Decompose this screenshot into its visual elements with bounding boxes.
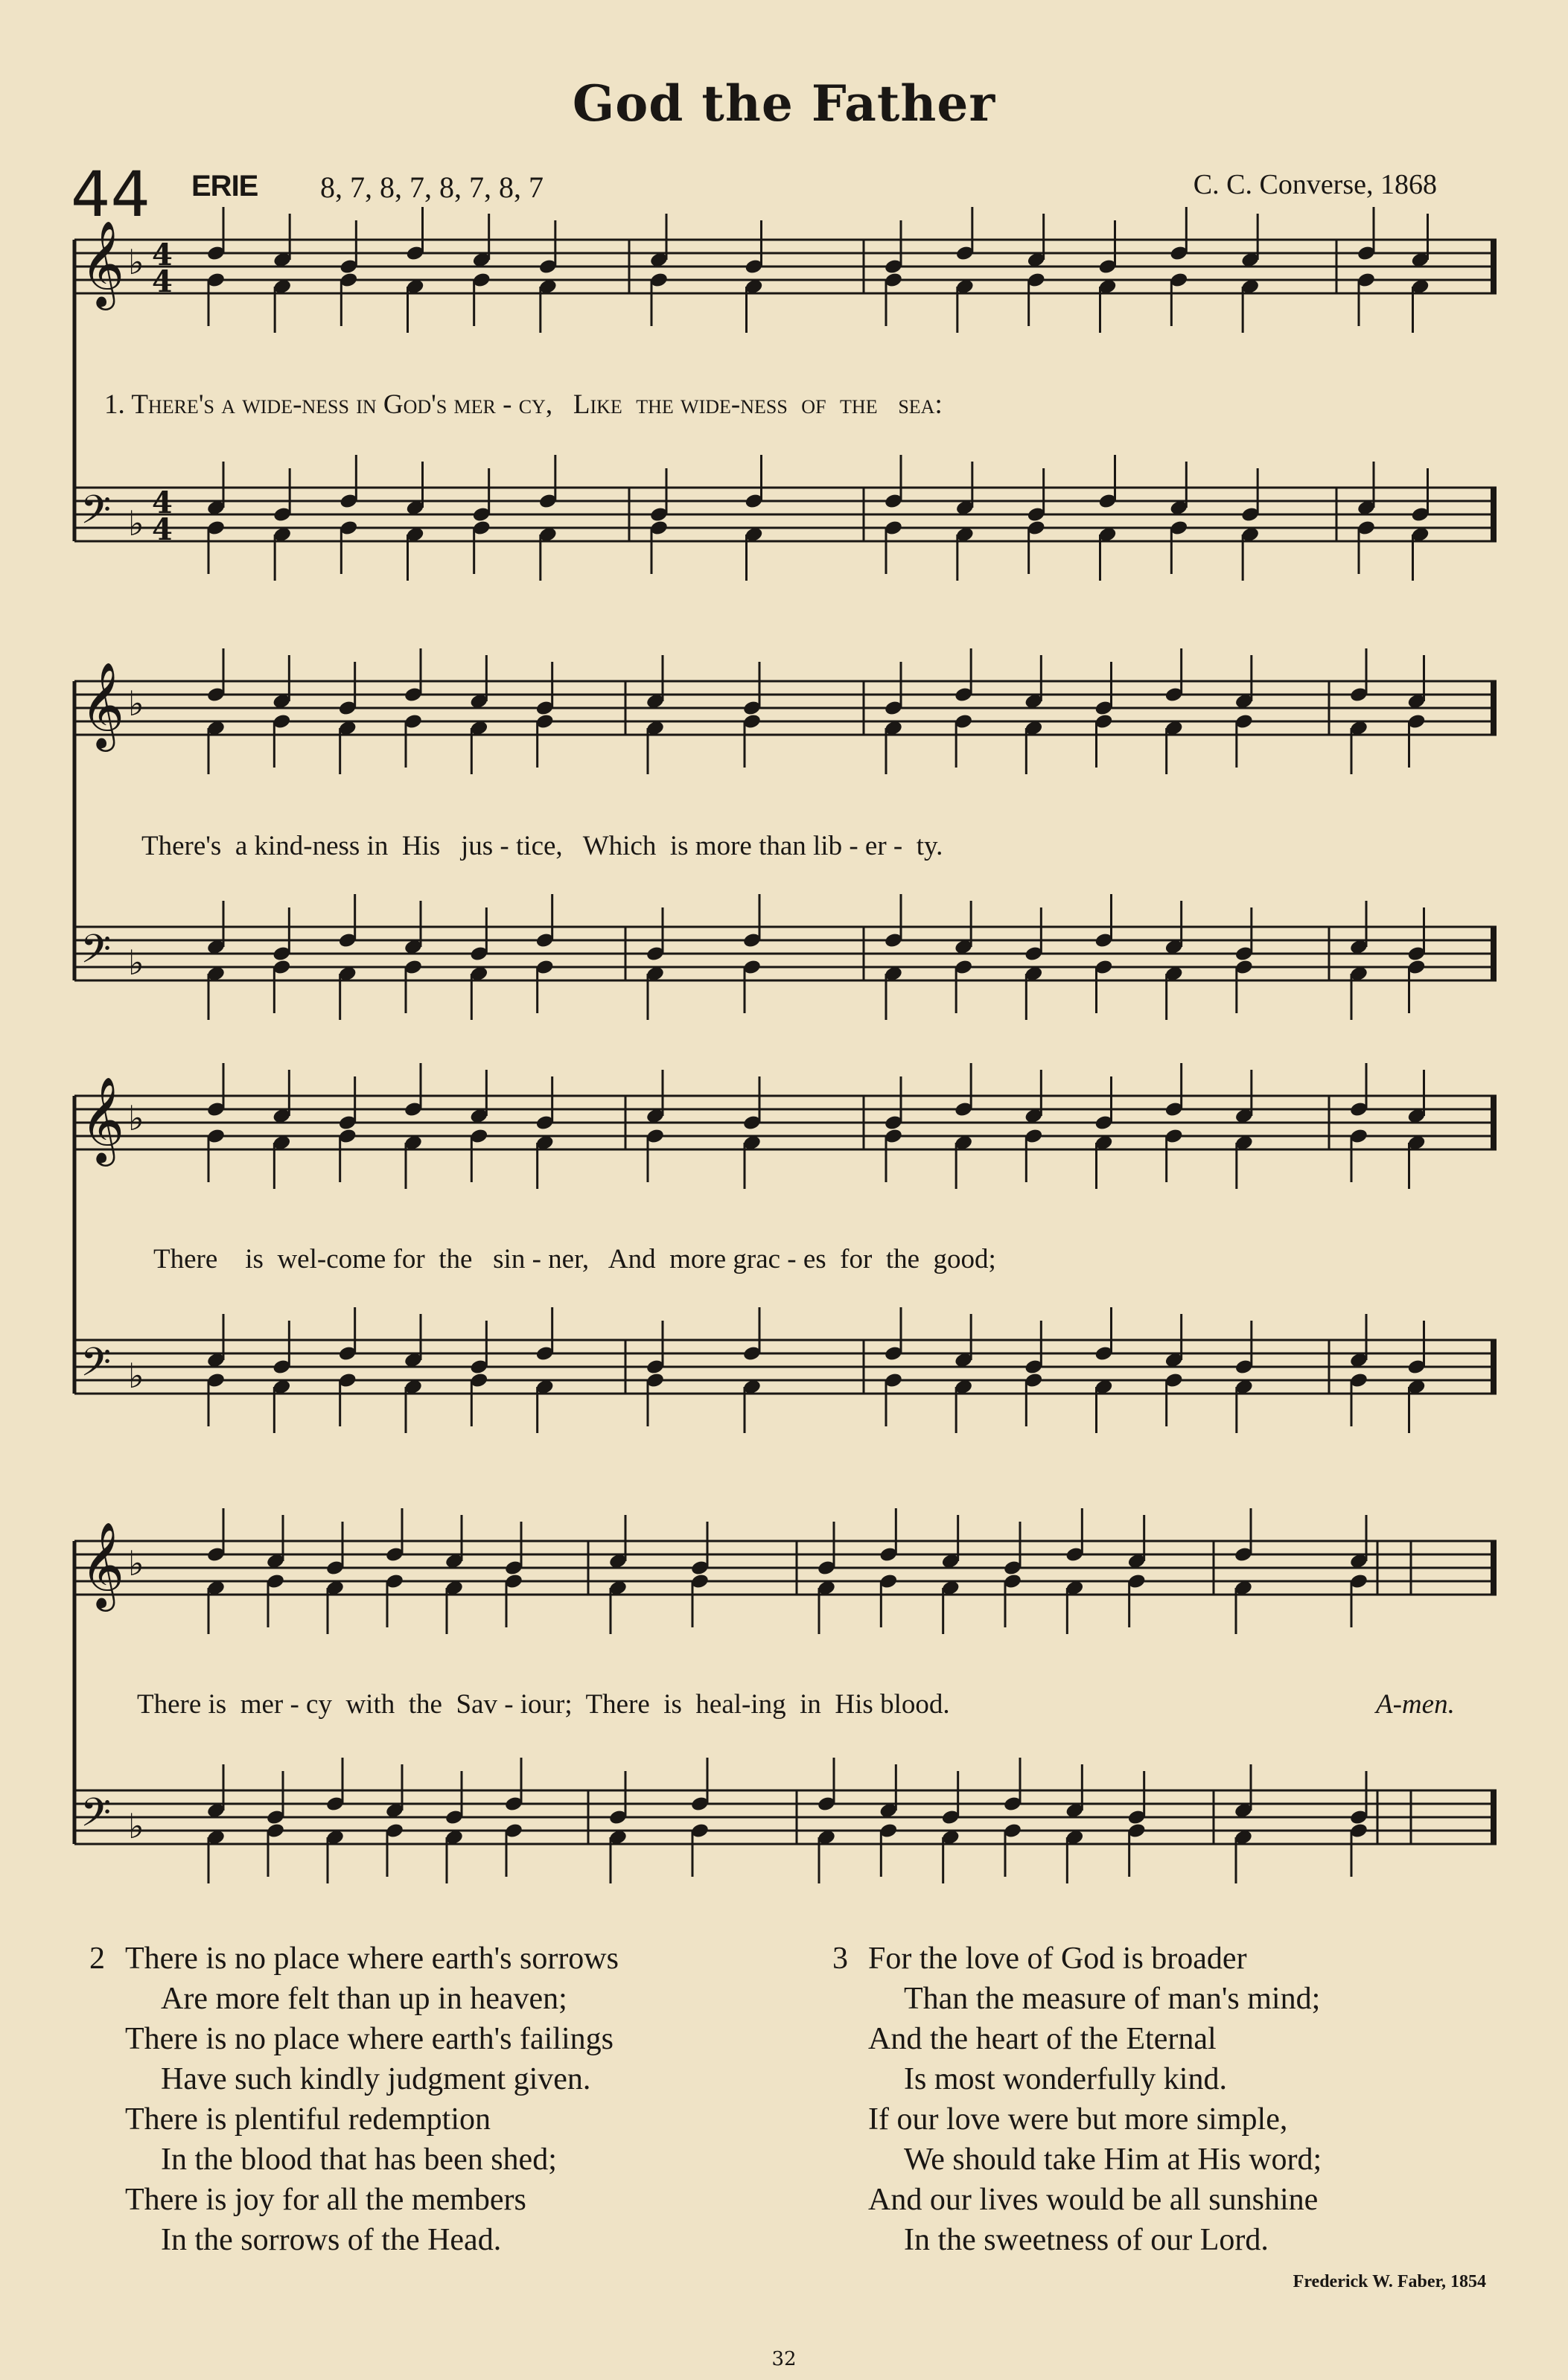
final-barline [1491,927,1497,980]
verse-line: For the love of God is broader [868,1942,1247,1976]
final-barline [1491,488,1497,541]
hymn-number: 44 [71,158,150,231]
time-signature-icon: 4 [152,485,173,520]
composer: C. C. Converse, 1868 [1193,169,1437,200]
lyric-line-3: There is wel-come for the sin - ner, And more grac - es for the good; [153,1244,996,1274]
verse-3 [832,1939,1322,2260]
bass-clef-icon: 𝄢 [80,488,112,543]
final-barline [1491,681,1497,735]
final-barline [1491,240,1497,293]
treble-clef-icon: 𝄞 [80,661,125,748]
verse-number: 2 [89,1942,105,1976]
verse-line: Are more felt than up in heaven; [161,1982,567,2016]
flat-key-signature-icon: ♭ [128,942,144,983]
treble-clef-icon: 𝄞 [80,220,125,307]
meter: 8, 7, 8, 7, 8, 7, 8, 7 [320,170,544,204]
verse-line: Is most wonderfully kind. [904,2062,1227,2096]
bass-clef-icon: 𝄢 [80,1340,112,1395]
verse-line: Have such kindly judgment given. [161,2062,591,2096]
verse-line: In the sweetness of our Lord. [904,2223,1269,2257]
verse-line: Than the measure of man's mind; [904,1982,1321,2016]
flat-key-signature-icon: ♭ [128,1098,144,1138]
lyric-line-1: 1. There's a wide-ness in God's mer - cy, Like the wide-ness of the sea: [104,389,943,420]
flat-key-signature-icon: ♭ [128,242,144,282]
flat-key-signature-icon: ♭ [128,683,144,724]
lyric-line-4: There is mer - cy with the Sav - iour; There is heal-ing in His blood. [137,1689,964,1720]
flat-key-signature-icon: ♭ [128,1806,144,1846]
verse-line: There is no place where earth's sorrows [125,1942,619,1976]
verse-line: And our lives would be all sunshine [868,2183,1319,2217]
time-signature-icon: 4 [152,264,173,299]
final-barline [1491,1096,1497,1149]
verse-line: If our love were but more simple, [868,2102,1288,2137]
page-number: 32 [771,2348,797,2370]
verse-line: There is plentiful redemption [125,2102,491,2137]
bass-clef-icon: 𝄢 [80,927,112,982]
time-signature-icon: 4 [152,512,173,547]
verse-line: There is no place where earth's failings [125,2022,614,2056]
flat-key-signature-icon: ♭ [128,503,144,543]
treble-clef-icon: 𝄞 [80,1076,125,1163]
tune-name: ERIE [191,170,258,202]
verse-line: In the sorrows of the Head. [161,2223,502,2257]
verse-line: We should take Him at His word; [904,2143,1322,2177]
final-barline [1491,1340,1497,1394]
flat-key-signature-icon: ♭ [128,1543,144,1583]
lyricist-credit: Frederick W. Faber, 1854 [1293,2272,1486,2291]
final-barline [1491,1541,1497,1595]
bass-clef-icon: 𝄢 [80,1790,112,1845]
flat-key-signature-icon: ♭ [128,1356,144,1396]
final-barline [1491,1790,1497,1844]
lyric-line-2: There's a kind-ness in His jus - tice, Which is more than lib - er - ty. [141,831,943,861]
amen-label: A-men. [1376,1689,1455,1720]
verse-number: 3 [832,1942,848,1976]
time-signature-icon: 4 [152,237,173,272]
verse-line: In the blood that has been shed; [161,2143,557,2177]
verse-2 [89,1939,619,2260]
page-title: God the Father [572,74,996,133]
treble-clef-icon: 𝄞 [80,1521,125,1608]
verse-line: And the heart of the Eternal [868,2022,1217,2056]
verse-line: There is joy for all the members [125,2183,526,2217]
